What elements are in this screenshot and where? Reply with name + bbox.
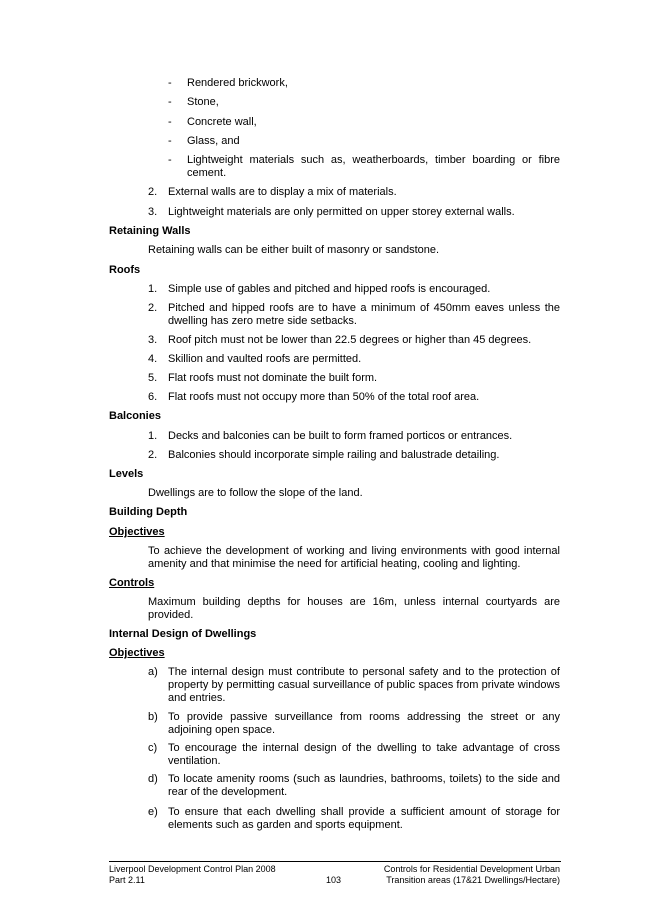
list-item: External walls are to display a mix of materials. xyxy=(168,186,397,198)
section-heading: Levels xyxy=(109,468,144,480)
list-number: 1. xyxy=(148,430,158,442)
list-item: Decks and balconies can be built to form framed porticos or entrances. xyxy=(168,430,513,442)
list-number: 3. xyxy=(148,334,158,346)
list-item: To encourage the internal design of the dwelling to take advantage of cross ventilation. xyxy=(168,742,560,767)
list-dash: - xyxy=(168,77,172,89)
list-item: Simple use of gables and pitched and hipped roofs is encouraged. xyxy=(168,283,491,295)
footer-section-subtitle: Transition areas (17&21 Dwellings/Hectare) xyxy=(386,875,560,885)
paragraph: Retaining walls can be either built of masonry or sandstone. xyxy=(148,244,440,256)
list-item: Rendered brickwork, xyxy=(187,77,288,89)
paragraph: Maximum building depths for houses are 16m, unless internal courtyards are provided. xyxy=(148,596,560,621)
list-item: Balconies should incorporate simple railing and balustrade detailing. xyxy=(168,449,500,461)
list-item: Concrete wall, xyxy=(187,116,257,128)
list-number: 1. xyxy=(148,283,158,295)
list-item: Glass, and xyxy=(187,135,240,147)
list-dash: - xyxy=(168,135,172,147)
list-number: 6. xyxy=(148,391,158,403)
subheading-objectives: Objectives xyxy=(109,647,165,659)
footer-section-title: Controls for Residential Development Urban xyxy=(383,864,560,874)
footer-divider xyxy=(109,861,561,862)
list-number: 2. xyxy=(148,449,158,461)
list-item: To ensure that each dwelling shall provide a sufficient amount of storage for elements such as garden and sports equipment. xyxy=(168,806,560,831)
paragraph: Dwellings are to follow the slope of the land. xyxy=(148,487,363,499)
list-dash: - xyxy=(168,96,172,108)
footer-part: Part 2.11 xyxy=(109,875,145,885)
list-item: To locate amenity rooms (such as laundries, bathrooms, toilets) to the side and rear of the development. xyxy=(168,773,560,798)
list-number: 5. xyxy=(148,372,158,384)
list-item: To provide passive surveillance from rooms addressing the street or any adjoining open space. xyxy=(168,711,560,736)
list-item: Flat roofs must not occupy more than 50% of the total roof area. xyxy=(168,391,480,403)
list-item: Stone, xyxy=(187,96,219,108)
list-number: 4. xyxy=(148,353,158,365)
list-number: 2. xyxy=(148,302,158,314)
section-heading: Retaining Walls xyxy=(109,225,191,237)
section-heading: Roofs xyxy=(109,264,141,276)
subheading-objectives: Objectives xyxy=(109,526,165,538)
section-heading: Building Depth xyxy=(109,506,188,518)
list-letter: b) xyxy=(148,711,158,723)
list-letter: d) xyxy=(148,773,158,785)
section-heading: Internal Design of Dwellings xyxy=(109,628,257,640)
list-letter: e) xyxy=(148,806,158,818)
subheading-controls: Controls xyxy=(109,577,155,589)
page-number: 103 xyxy=(326,875,342,885)
list-item: Roof pitch must not be lower than 22.5 degrees or higher than 45 degrees. xyxy=(168,334,532,346)
list-item: The internal design must contribute to personal safety and to the protection of property by permitting casual surveillance of public spaces from private windows and entries. xyxy=(168,666,560,704)
list-number: 3. xyxy=(148,206,158,218)
list-item: Pitched and hipped roofs are to have a minimum of 450mm eaves unless the dwelling has zero metre side setbacks. xyxy=(168,302,560,327)
list-item: Lightweight materials such as, weatherboards, timber boarding or fibre cement. xyxy=(187,154,560,179)
list-dash: - xyxy=(168,154,172,166)
list-item: Flat roofs must not dominate the built form. xyxy=(168,372,378,384)
paragraph: To achieve the development of working and living environments with good internal amenity and that minimise the need for artificial heating, cooling and lighting. xyxy=(148,545,560,570)
footer-document-title: Liverpool Development Control Plan 2008 xyxy=(109,864,276,874)
section-heading: Balconies xyxy=(109,410,161,422)
list-letter: a) xyxy=(148,666,158,678)
list-letter: c) xyxy=(148,742,158,754)
list-dash: - xyxy=(168,116,172,128)
list-item: Skillion and vaulted roofs are permitted. xyxy=(168,353,362,365)
list-number: 2. xyxy=(148,186,158,198)
list-item: Lightweight materials are only permitted on upper storey external walls. xyxy=(168,206,515,218)
